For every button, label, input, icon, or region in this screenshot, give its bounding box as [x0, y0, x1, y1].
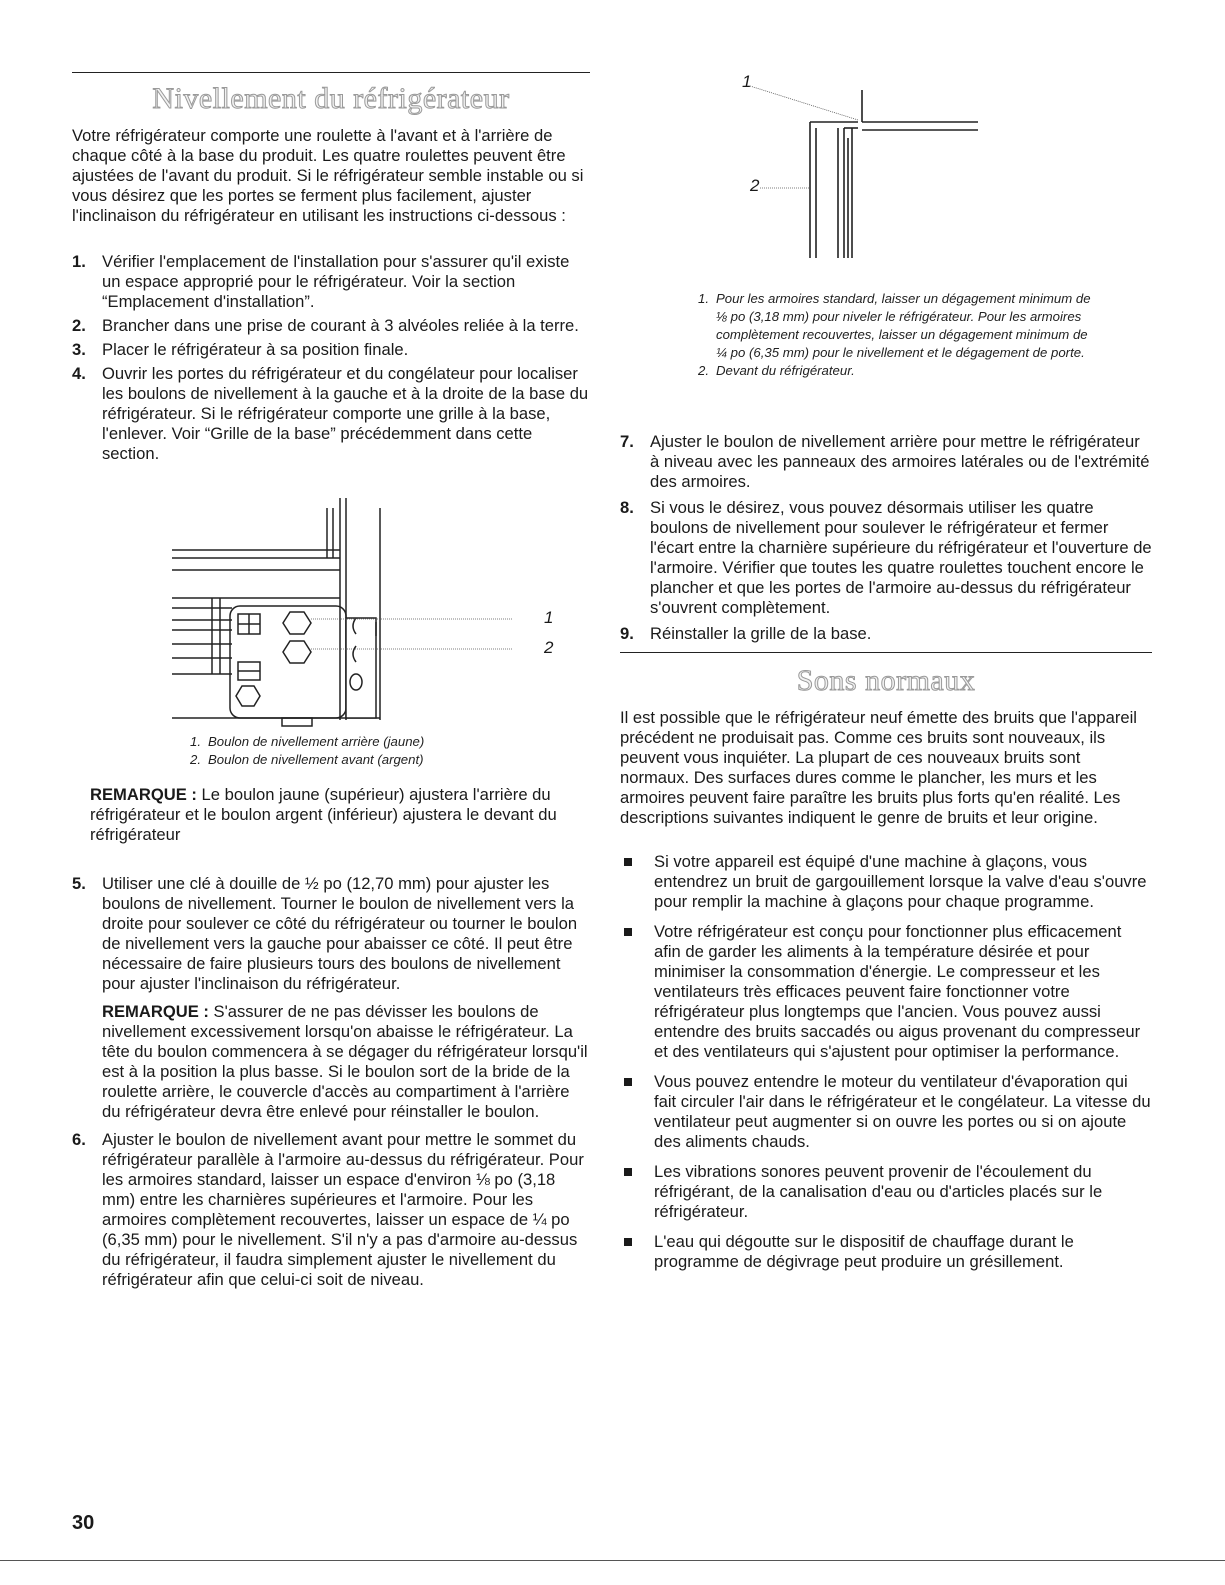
- leveling-steps-5-6: [72, 874, 590, 1290]
- list-item: Si votre appareil est équipé d'une machine à glaçons, vous entendrez un bruit de gargouillement lorsque la valve d'eau s'ouvre pour remplir la machine à glaçons pour chaque programme.: [620, 852, 1152, 912]
- leveling-intro: Votre réfrigérateur comporte une roulette à l'avant et à l'arrière de chaque côté à la base du produit. Les quatre roulettes peuvent être ajustées de l'avant du produit. Si le réfrigérateur semble instable ou si vous désirez que les portes se ferment plus facilement, ajuster l'inclinaison du réfrigérateur en utilisant les instructions ci-dessous :: [72, 126, 584, 225]
- list-item: Les vibrations sonores peuvent provenir de l'écoulement du réfrigérant, de la canalisation d'eau ou d'articles placés sur le réfrigérateur.: [620, 1162, 1152, 1222]
- figure2-callout-1: 1: [742, 72, 752, 91]
- step-item: [72, 1002, 590, 1122]
- step-item: 3. Placer le réfrigérateur à sa position finale.: [72, 340, 409, 359]
- figure1-callout-2: 2: [544, 638, 554, 657]
- section-title-leveling: Nivellement du réfrigérateur: [152, 82, 510, 115]
- step-item: 6. Ajuster le boulon de nivellement avant pour mettre le sommet du réfrigérateur parallèle à l'armoire au-dessus du réfrigérateur. Pour les armoires standard, laisser un espace d'environ ⅛ po (3,18 mm) entre les charnières supérieures et l'armoire. Pour les armoires complètement recouvertes, laisser un espace de ¼ po (6,35 mm) pour le nivellement. S'il n'y a pas d'armoire au-dessus du réfrigérateur, il faudra simplement ajuster le nivellement du réfrigérateur afin que celui-ci soit de niveau.: [72, 1130, 584, 1289]
- cabinet-clearance-diagram: [720, 72, 1100, 262]
- caption-item: 1. Boulon de nivellement arrière (jaune): [190, 734, 425, 749]
- figure1-captions: [190, 733, 550, 769]
- figure2-captions: [698, 290, 1098, 380]
- step-item: 9. Réinstaller la grille de la base.: [620, 624, 872, 643]
- caption-item: 2. Devant du réfrigérateur.: [698, 363, 855, 378]
- step-item: 8. Si vous le désirez, vous pouvez désormais utiliser les quatre boulons de nivellement pour soulever le réfrigérateur et fermer l'écart entre la charnière supérieure du réfrigérateur et l'ouverture de l'armoire. Vérifier que toutes les quatre roulettes touchent encore le plancher et que les portes de l'armoire au-dessus du réfrigérateur s'ouvrent complètement.: [620, 498, 1152, 617]
- figure1-callout-1: 1: [544, 608, 554, 627]
- section-title-normal-sounds: Sons normaux: [796, 664, 976, 697]
- leveling-bolts-diagram: [172, 498, 512, 728]
- caption-item: 1. Pour les armoires standard, laisser un dégagement minimum de ⅛ po (3,18 mm) pour niveler le réfrigérateur. Pour les armoires complètement recouvertes, laisser un dégagement minimum de ¼ po (6,35 mm) pour le nivellement et le dégagement de porte.: [698, 291, 1091, 360]
- figure2-callout-2: 2: [750, 176, 760, 195]
- step-item: 2. Brancher dans une prise de courant à 3 alvéoles reliée à la terre.: [72, 316, 579, 335]
- list-item: Vous pouvez entendre le moteur du ventilateur d'évaporation qui fait circuler l'air dans le réfrigérateur et le congélateur. La vitesse du ventilateur peut augmenter si on ouvre les portes ou si on ajoute des aliments chauds.: [620, 1072, 1152, 1152]
- leveling-steps-7-9: [620, 432, 1152, 644]
- list-item: Votre réfrigérateur est conçu pour fonctionner plus efficacement afin de garder les aliments à la température désirée et pour minimiser la consommation d'énergie. Le compresseur et les ventilateurs très efficaces peuvent faire fonctionner votre réfrigérateur plus longtemps que l'ancien. Vous pouvez aussi entendre des bruits saccadés ou aigus provenant du compresseur et des ventilateurs qui s'ajustent pour optimiser la performance.: [620, 922, 1152, 1062]
- caption-item: 2. Boulon de nivellement avant (argent): [190, 752, 424, 767]
- section-rule: [72, 72, 590, 73]
- page-number: 30: [72, 1512, 95, 1534]
- step-item: 5. Utiliser une clé à douille de ½ po (12,70 mm) pour ajuster les boulons de nivellement. Tourner le boulon de nivellement vers la droite pour soulever ce côté du réfrigérateur ou tourner le boulon de nivellement vers la gauche pour abaisser ce côté. Il peut être nécessaire de faire plusieurs tours des boulons de nivellement pour ajuster l'inclinaison du réfrigérateur.: [72, 874, 578, 993]
- sounds-list: [620, 852, 1152, 1282]
- list-item: L'eau qui dégoutte sur le dispositif de chauffage durant le programme de dégivrage peut produire un grésillement.: [620, 1232, 1152, 1272]
- step-item: 1. Vérifier l'emplacement de l'installation pour s'assurer qu'il existe un espace approprié pour le réfrigérateur. Voir la section “Emplacement d'installation”.: [72, 252, 570, 311]
- leveling-steps-1-4: [72, 252, 590, 464]
- sounds-intro: Il est possible que le réfrigérateur neuf émette des bruits que l'appareil précédent ne produisait pas. Comme ces bruits sont nouveaux, ils peuvent vous inquiéter. La plupart de ces nouveaux bruits sont normaux. Des surfaces dures comme le plancher, les murs et les armoires peuvent faire paraître les bruits plus forts qu'en réalité. Les descriptions suivantes indiquent le genre de bruits et leur origine.: [620, 708, 1137, 827]
- section-rule: [620, 652, 1152, 653]
- note-unscrew: REMARQUE : S'assurer de ne pas dévisser les boulons de nivellement excessivement lorsqu'on abaisse le réfrigérateur. La tête du boulon commencera à se dégager du réfrigérateur lorsqu'il est à la position la plus basse. Si le boulon sort de la bride de la roulette arrière, le couvercle d'accès au compartiment à l'arrière du réfrigérateur devra être enlevé pour réinstaller le boulon.: [102, 1002, 588, 1121]
- step-item: 4. Ouvrir les portes du réfrigérateur et du congélateur pour localiser les boulons de nivellement à la gauche et à la droite de la base du réfrigérateur. Si le réfrigérateur comporte une grille à la base, l'enlever. Voir “Grille de la base” précédemment dans cette section.: [72, 364, 589, 463]
- step-item: 7. Ajuster le boulon de nivellement arrière pour mettre le réfrigérateur à niveau avec les panneaux des armoires latérales ou de l'extrémité des armoires.: [620, 432, 1150, 491]
- note-rear-front: REMARQUE : Le boulon jaune (supérieur) ajustera l'arrière du réfrigérateur et le boulon argent (inférieur) ajustera le devant du réfrigérateur: [90, 785, 557, 844]
- bottom-rule: [0, 1560, 1225, 1561]
